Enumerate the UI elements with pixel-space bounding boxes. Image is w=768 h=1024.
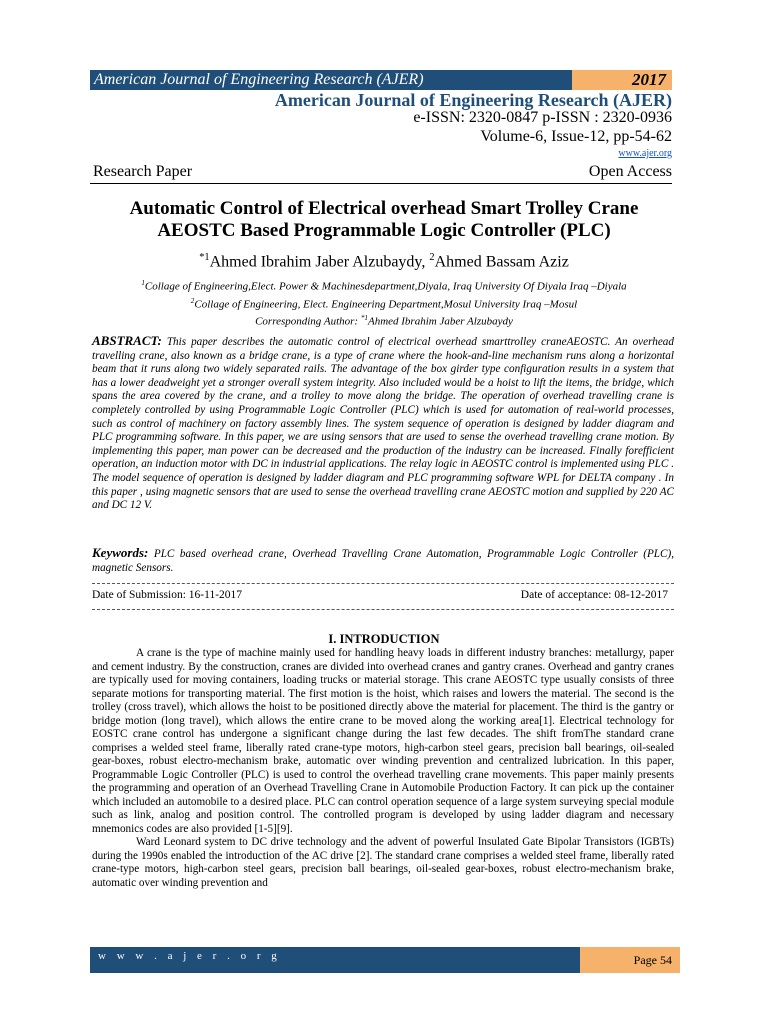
abstract-label: ABSTRACT: [92,333,162,348]
intro-paragraph-2: Ward Leonard system to DC drive technology and the advent of powerful Insulated Gate Bipolar Transistors (IGBTs) during the 1990s enabled the introduction of the AC drive [2]. The standard crane comprises a welded steel frame, liberally rated crane-type motors, high-carbon steel gears, precision ball bearings, oil-sealed gear-boxes, robust electro-mechanism brake, automatic over winding prevention and [92,836,674,889]
affiliation-1 [80,276,688,294]
dates-row [92,589,674,601]
aff1-sup: 1 [141,279,145,287]
abstract-text: This paper describes the automatic control of electrical overhead smarttrolley craneAEOSTC. An overhead travelling crane, also known as a bridge crane, is a type of crane where the hook-and-line mechanism runs along a horizontal beam that it runs along two widely separated rails. The advantage of the box girder type configuration results in a system that has a lower deadweight yet a stronger overall system integrity. Also included would be a hoist to lift the items, the bridge, which spans the area covered by the crane, and a trolley to move along the bridge. The operation of overhead travelling crane is completely controlled by using Programmable Logic Controller (PLC) which is used for automation of real-world processes, such as control of machinery on factory assembly lines. The system sequence of operation is designed by ladder diagram and PLC programming software. In this paper, we are using sensors that are used to sense the overhead travelling crane motion. By implementing this paper, man power can be decreased and the production of the industry can be increased. Finally forefficient operation, an induction motor with DC in industrial applications. The relay logic in AEOSTC control is implemented using PLC . The model sequence of operation is designed by ladder diagram and PLC programming software WPL for DELTA company . In this paper , using magnetic sensors that are used to sense the overhead travelling crane AEOSTC motion and supplied by 220 AC and DC 12 V. [92,336,674,512]
affiliations [80,276,688,329]
journal-name: American Journal of Engineering Research (AJER) [274,90,672,110]
journal-banner [90,70,672,90]
paper-title [80,198,688,242]
journal-url-link[interactable]: www.ajer.org [618,148,672,159]
corresponding-author [80,311,688,329]
keywords [92,546,674,575]
aff1-text: Collage of Engineering,Elect. Power & Machinesdepartment,Diyala, Iraq University Of Diyala Iraq –Diyala [144,280,627,293]
aff2-text: Collage of Engineering, Elect. Engineering Department,Mosul University Iraq –Mosul [194,298,578,311]
divider-bottom [92,609,674,610]
acceptance-date: Date of acceptance: 08-12-2017 [520,589,668,601]
aff2-sup: 2 [190,296,195,305]
page-number: Page 54 [580,947,680,973]
corr-name: Ahmed Ibrahim Jaber Alzubaydy [367,315,513,328]
corr-sup: *1 [360,314,368,323]
submission-date: Date of Submission: 16-11-2017 [92,589,243,601]
access-type: Open Access [588,163,672,180]
corr-prefix: Corresponding Author: [255,315,361,328]
volume-line: Volume-6, Issue-12, pp-54-62 [480,128,672,145]
footer-site: w w w . a j e r . o r g [98,950,281,962]
affiliation-2 [80,294,688,312]
author-2: Ahmed Bassam Aziz [434,253,569,271]
divider-top [92,583,674,584]
banner-year: 2017 [572,70,672,90]
abstract [92,334,674,513]
paper-type: Research Paper [93,163,193,180]
author-1: Ahmed Ibrahim Jaber Alzubaydy, [209,253,430,271]
issn-line: e-ISSN: 2320-0847 p-ISSN : 2320-0936 [413,109,672,126]
intro-paragraph-1: A crane is the type of machine mainly used for handling heavy loads in different industry branches: metallurgy, paper and cement industry. By the construction, cranes are divided into overhead cranes and gantry cranes. Overhead and gantry cranes are typically used for moving containers, loading trucks or material storage. This crane AEOSTC type usually consists of three separate motions for transporting material. The first motion is the hoist, which raises and lowers the material. The second is the trolley (cross travel), which allows the hoist to be positioned directly above the material for placement. The third is the gantry or bridge motion (long travel), which allows the entire crane to be moved along the working area[1]. Electrical technology for EOSTC crane control has undergone a significant change during the last few decades. The shift fromThe standard crane comprises a welded steel frame, liberally rated crane-type motors, high-carbon steel gears, precision ball bearings, oil-sealed gear-boxes, robust electro-mechanism brake, automatic over winding prevention and centralized lubrication. In this paper, Programmable Logic Controller (PLC) is used to control the overhead travelling crane movements. This paper mainly presents the programming and operation of an Overhead Travelling Crane in Automobile Production Factory. It can pick up the container which included an automobile to a desired place. PLC can control operation sequence of a large system surveying special module such as link, analog and position control. The controlled program is developed by using ladder diagram and necessary mnemonics codes are also provided [1-5][9]. [92,647,674,835]
intro-body [92,647,674,890]
banner-title: American Journal of Engineering Research (AJER) [94,71,424,88]
author1-sup: *1 [199,252,210,263]
author2-sup: 2 [429,252,435,263]
header-rule [90,183,672,184]
section-heading: I. INTRODUCTION [328,632,440,646]
title-line-2: AEOSTC Based Programmable Logic Controller (PLC) [157,220,611,241]
title-line-1: Automatic Control of Electrical overhead Smart Trolley Crane [129,198,639,219]
page-footer [90,947,680,973]
keywords-text: PLC based overhead crane, Overhead Travelling Crane Automation, Programmable Logic Controller (PLC), magnetic Sensors. [92,548,674,574]
author-list [80,252,688,271]
keywords-label: Keywords: [92,545,149,560]
